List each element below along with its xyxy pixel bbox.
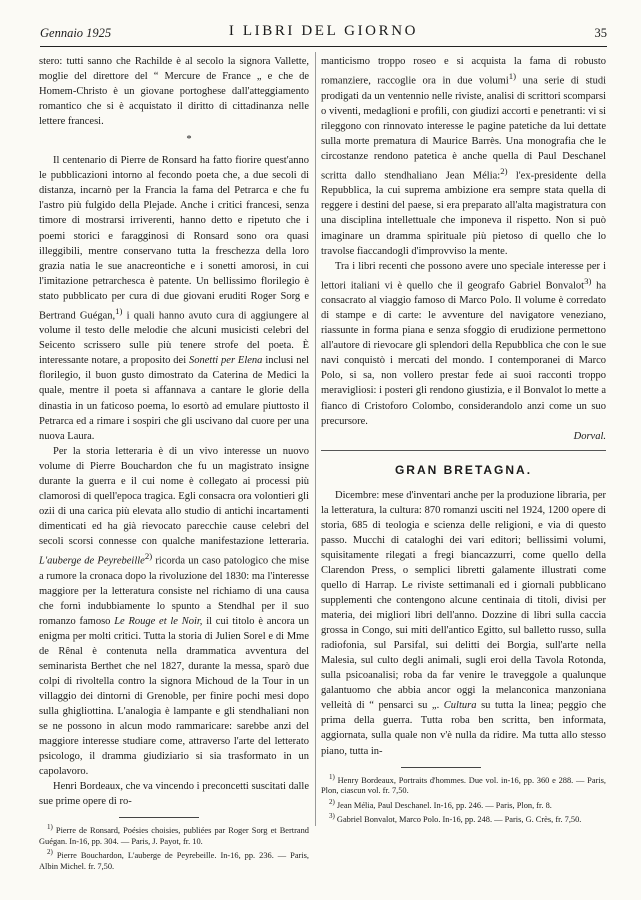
column-divider xyxy=(315,52,316,826)
emphasis: Cultura xyxy=(443,700,477,712)
section-title: GRAN BRETAGNA. xyxy=(394,462,533,477)
footnote: $^{2)}$ Pierre Bouchardon, L'auberge de Peyrebeille. In-16, pp. 236. — Paris, Albin Michel. fr. 7,50. xyxy=(39,848,310,871)
paragraph-marco-polo: Tra i libri recenti che possono avere uno speciale interesse per i lettori italiani vi è quello che il geografo Gabriel Bonvalot$^{3)}$ ha consacrato al viaggio famoso di Marco Polo. Il volume è corredato di stampe e di carte: le avventure del navigatore veneziano, riassunte in forma piana e senza sfoggio di erudizione permettono all'autore di rievocare gli splendori della Repubblica che con le sue navi conquistò i mercati del mondo. I contemporanei di Marco Polo, si sa, non vollero prestar fede ai suoi racconti troppo meravigliosi: i posteri gli rendono giustizia, e il Bonvalot lo mette a fianco di Cristoforo Colombo, considerandolo anzi come un suo precursore. xyxy=(321,260,607,427)
footnote-ref: 2) xyxy=(500,165,508,176)
footnotes xyxy=(321,772,606,826)
author-signature: Dorval. xyxy=(573,430,606,442)
book-title: L'auberge de Peyrebeille xyxy=(39,555,145,567)
right-column xyxy=(321,54,606,825)
book-title: Sonetti per Elena xyxy=(189,355,263,367)
footnote: $^{1)}$ Henry Bordeaux, Portraits d'hommes. Due vol. in-16, pp. 360 e 288. — Paris, Plon, ciascun vol. fr. 7,50. xyxy=(321,772,607,795)
journal-title: I LIBRI DEL GIORNO xyxy=(228,23,419,39)
page-number: 35 xyxy=(594,26,607,40)
footnote: $^{2)}$ Jean Mélia, Paul Deschanel. In-16, pp. 246. — Paris, Plon, fr. 8. xyxy=(329,797,552,810)
paragraph-ronsard: Il centenario di Pierre de Ronsard ha fatto fiorire quest'anno le pubblicazioni intorno al fecondo poeta che, a due secoli di distanza, incarnò per la Francia la fama del Petrarca e che fu l'astro più fulgido della Plejade. Anche i critici francesi, senza timore di mostrarsi irriverenti, hanno detto e ripetuto che i poemi storici e faragginosi di Ronsard sono ora quasi illeggibili, mentre conservano tutta la freschezza della loro grazia natia le sue anacreontiche e i sonetti amorosi, in cui l'imitazione petrarchesca è patente. Un bellissimo florilegio è stato pubblicato per cura di due giovani eruditi Roger Sorg e Bertrand Guégan,$^{1)}$ i quali hanno avuto cura di aggiungere al volume il testo delle melodie che alcuni musicisti celebri del Seicento scrissero sulle più tenere strofe del poeta. È interessante notare, a proposito dei Sonetti per Elena inclusi nel florilegio, il buon gusto dimostrato da Caterina de Medici la quale, mentre il poeta si affannava a cantare le glorie della dinastia in un faticoso poema, lo esortò ad emulare piuttosto il Petrarca ed a rimare i sospiri che gli uscivano dal cuore per una nuova Laura. xyxy=(39,155,310,442)
footnote-ref: 1) xyxy=(508,71,517,82)
paragraph: stero: tutti sanno che Rachilde è al secolo la signora Vallette, moglie del direttore del “ Mercure de France „ e che de Homem-Christo è un giovane portoghese dall'atteggiamento romantico che si è acquistato il diritto di cittadinanza nelle lettere francesi. xyxy=(39,56,309,128)
header-rule xyxy=(40,46,607,47)
footnote-rule xyxy=(119,817,199,818)
footnote: $^{1)}$ Pierre de Ronsard, Poésies choisies, publiées par Roger Sorg et Bertrand Guégan. In-16, pp. 304. — Paris, J. Payot, fr. 10. xyxy=(39,823,309,846)
footnote-rule xyxy=(401,767,481,768)
footnote-ref: 3) xyxy=(584,275,592,286)
footnote-ref: 2) xyxy=(144,551,153,561)
paragraph-bouchardon: Per la storia letteraria è di un vivo interesse un nuovo volume di Pierre Bouchardon che fu un magistrato insigne durante la guerra e il cui nome è collegato ai processi più clamorosi di quell'epoca tragica. Egli consacra ora volontieri gli ozii di una carica più elevata allo studio di antichi incartamenti dimenticati ed ha già rievocato parecchie cause celebri del secoli scorsi connesse con qualche manifestazione letteraria. L'auberge de Peyrebeille$^{2)}$ ricorda un caso patologico che mise a rumore la cronaca dopo la rivoluzione del 1830: ma l'interesse maggiore per la letteratura consiste nel richiamo di una causa che fornì indubbiamente lo spunto a Stendhal per il suo romanzo famoso Le Rouge et le Noir, il cui titolo è ancora un enigma per molti critici. Tutta la storia di Julien Sorel e di Mme de Rênal è contenuta nella drammatica avventura del seminarista Berthet che nel 1827, durante la messa, sparò due colpi di rivoltella contro la signora Michoud de la Tour in un villaggio dei dintorni di Grenoble, per finire pochi mesi dopo sulla ghigliottina. L'analogia è lampante e gli stendhaliani non se ne possono in alcun modo rammaricare: sarebbe anzi del maggiore interesse studiare come, attraverso l'arte del letterato psicologo, il dramma giudiziario si sia trasformato in un capolavoro. xyxy=(39,445,309,778)
paragraph-gran-bretagna: Dicembre: mese d'inventari anche per la produzione libraria, per la letteratura, la cultura: 870 romanzi usciti nel 1924, 1200 opere di storia, 685 di teologia e scienza delle religioni, e via di questo passo. Mucchi di cataloghi dei vari editori; bellissimi volumi, squisitamente rilegati a fregi biancazzurri, come quello della Clarendon Press, o semplici libretti galamente illustrati come quello di Harrap. Le riviste settimanali ed i giornali pubblicano supplementi che contengono alcune centinaia di titoli, divisi per materia, dei migliori libri dell'anno. Dozzine di libri sulla caccia grossa in Congo, sui miti dell'antico Egitto, sul balletto russo, sulla radiofonia, sul Parsifal, sui delitti dei Borgia, sull'arte nella Malesia, sul culto degli animali, sugli eroi della Tavola Rotonda, sulla psicoanalisi; roba da far venire le traveggole a qualunque galantuomo che abbia ancor oggi la melanconica manzoniana velleità di “ pensarci su „. Cultura su tutta la linea; peggio che prima della guerra. Tutta roba ben scritta, ben informata, aggiornata, sulla quale non v'è nulla da ridire. Ma tutta allo stesso piano, tutta in- xyxy=(321,489,606,757)
section-rule xyxy=(321,450,606,451)
footnotes xyxy=(39,822,309,872)
section-asterisk: * xyxy=(186,134,192,146)
book-title: Le Rouge et le Noir, xyxy=(114,615,203,627)
left-column xyxy=(39,54,309,872)
paragraph: manticismo troppo roseo e si acquista la fama di robusto romanziere, raccoglie ora in due volumi$^{1)}$ una serie di studi prodigati da un ventennio nelle riviste, analisi di scrittori scomparsi o viventi, medaglioni e profili, con giudizi accorti e penetranti: vi si rileggono con rinnovato interesse le pagine patetiche da lui dettate sulla morte prematura di Maurice Barrès. Una monografia che le circostanze rendono patetica è anche quella di Paul Deschanel scritta dallo stendhaliano Jean Mélia:$^{2)}$ l'ex-presidente della Repubblica, la cui suprema ambizione era sempre stata quella di reggere i destini del paese, si era preparato all'alta magistratura con una disciplina intellettuale che imponeva il rispetto. Non si può imaginare un dramma spirituale più pietoso di quello che lo travolse fiaccandogli d'improvviso la mente. xyxy=(321,56,606,257)
paragraph-bordeaux: Henri Bordeaux, che va vincendo i preconcetti suscitati dalle sue prime opere di ro- xyxy=(39,781,309,808)
running-header xyxy=(40,22,607,42)
issue-date: Gennaio 1925 xyxy=(40,26,112,40)
footnote-ref: 1) xyxy=(115,305,123,316)
footnote: $^{3)}$ Gabriel Bonvalot, Marco Polo. In-16, pp. 248. — Paris, G. Crès, fr. 7,50. xyxy=(329,811,582,824)
